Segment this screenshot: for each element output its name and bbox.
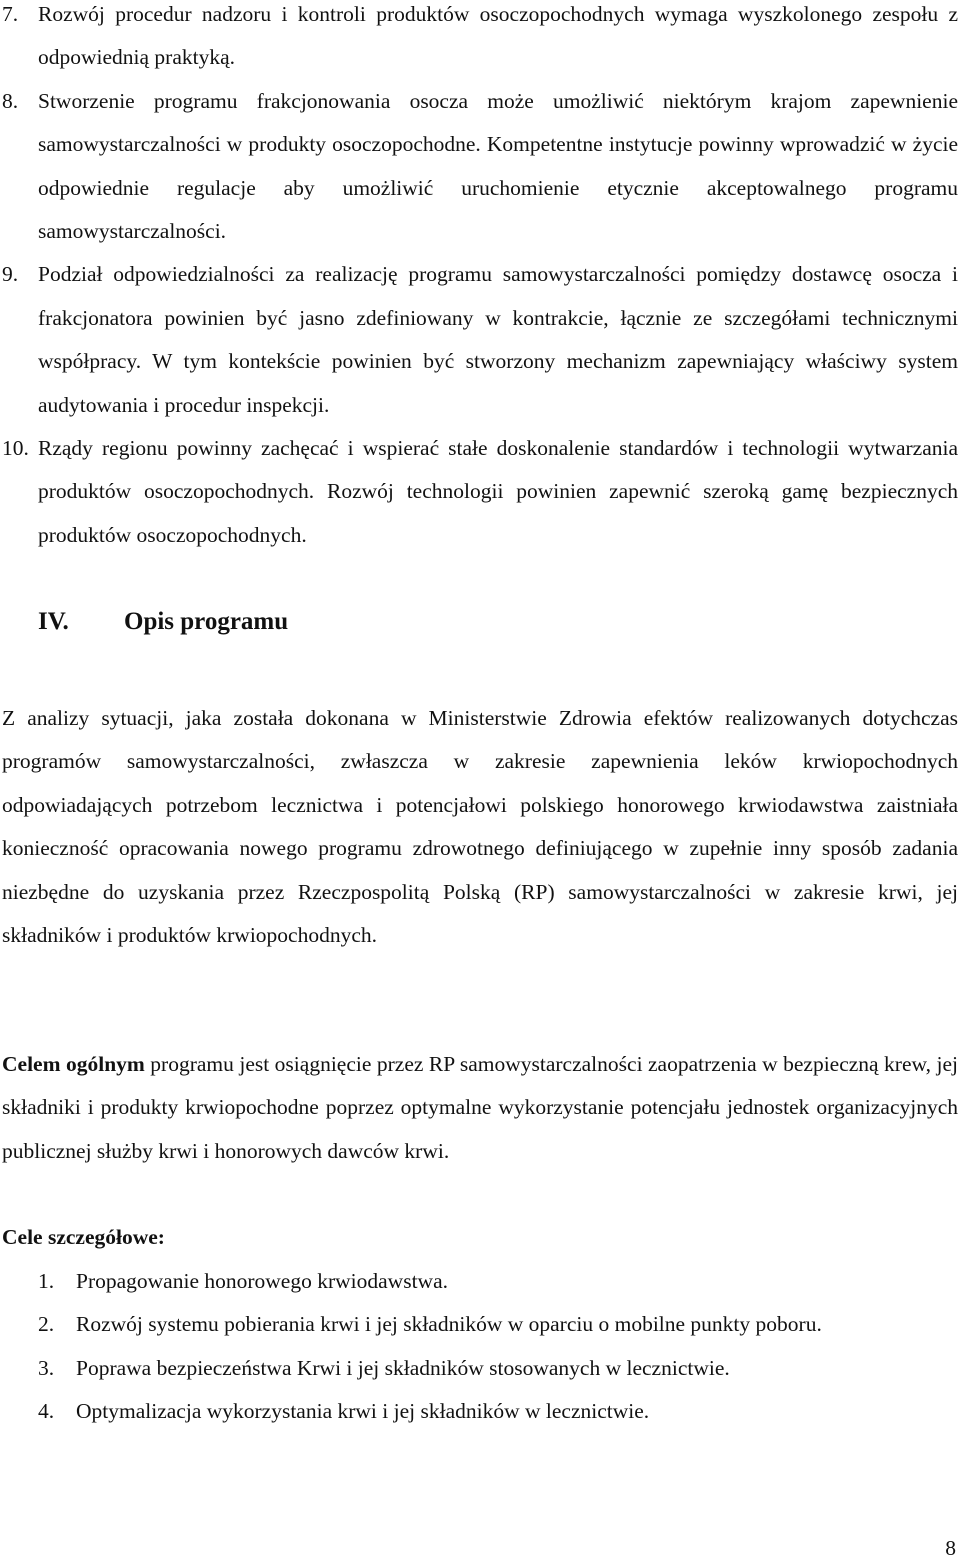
goal-item <box>38 1347 822 1390</box>
list-item-text: Rządy regionu powinny zachęcać i wspierać stałe doskonalenie standardów i technologii wytwarzania produktów osoczopochodnych. Rozwój technologii powinien zapewnić szeroką gamę bezpiecznych produktów osoczopochodnych. <box>38 436 958 547</box>
section-number: IV. <box>38 608 69 635</box>
goal-item <box>38 1390 822 1433</box>
goal-item-text: Rozwój systemu pobierania krwi i jej składników w oparciu o mobilne punkty poboru. <box>76 1312 822 1337</box>
goal-item-number: 3. <box>38 1355 55 1380</box>
recommendations-list <box>2 0 958 557</box>
section-title: Opis programu <box>124 608 289 635</box>
specific-goals-heading: Cele szczegółowe: <box>2 1225 165 1249</box>
list-item <box>2 427 958 557</box>
list-item <box>2 253 958 427</box>
goal-item <box>38 1303 822 1346</box>
list-item-number: 7. <box>2 2 19 26</box>
goal-item-number: 2. <box>38 1312 55 1337</box>
goal-item-text: Propagowanie honorowego krwiodawstwa. <box>76 1269 448 1293</box>
list-item-text: Stworzenie programu frakcjonowania osocza może umożliwić niektórym krajom zapewnienie samowystarczalności w produkty osoczopochodne. Kompetentne instytucje powinny wprowadzić w życie odpowiednie regulacje aby umożliwić uruchomienie etycznie akceptowalnego programu samowystarczalności. <box>38 88 958 244</box>
general-goal-label: Celem ogólnym <box>2 1052 145 1076</box>
list-item <box>2 0 958 80</box>
list-item <box>2 80 958 254</box>
list-item-number: 10. <box>2 436 29 461</box>
general-goal-text: programu jest osiągnięcie przez RP samowystarczalności zaopatrzenia w bezpieczną krew, jej składniki i produkty krwiopochodne poprzez optymalne wykorzystanie potencjału jednostek organizacyjnych publicznej służby krwi i honorowych dawców krwi. <box>2 1052 958 1163</box>
general-goal-paragraph <box>2 1043 958 1173</box>
list-item-text: Podział odpowiedzialności za realizację programu samowystarczalności pomiędzy dostawcę osocza i frakcjonatora powinien być jasno zdefiniowany w kontrakcie, łącznie ze szczegółami technicznymi współpracy. W tym kontekście powinien być stworzony mechanizm zapewniający właściwy system audytowania i procedur inspekcji. <box>38 262 958 417</box>
goal-item-text: Optymalizacja wykorzystania krwi i jej składników w lecznictwie. <box>76 1399 650 1424</box>
list-item-text: Rozwój procedur nadzoru i kontroli produktów osoczopochodnych wymaga wyszkolonego zespołu z odpowiednią praktyką. <box>38 2 958 70</box>
list-item-number: 8. <box>2 88 19 113</box>
intro-paragraph: Z analizy sytuacji, jaka została dokonana w Ministerstwie Zdrowia efektów realizowanych dotychczas programów samowystarczalności, zwłaszcza w zakresie zapewnienia leków krwiopochodnych odpowiadających potrzebom lecznictwa i potencjałowi polskiego honorowego krwiodawstwa zaistniała konieczność opracowania nowego programu zdrowotnego definiującego w zupełnie inny sposób zadania niezbędne do uzyskania przez Rzeczpospolitą Polską (RP) samowystarczalności w zakresie krwi, jej składników i produktów krwiopochodnych. <box>2 706 958 948</box>
specific-goals-list <box>38 1260 822 1434</box>
section-heading <box>38 600 288 644</box>
page-number: 8 <box>945 1536 956 1560</box>
list-item-number: 9. <box>2 262 19 287</box>
goal-item <box>38 1260 822 1303</box>
goal-item-number: 4. <box>38 1399 55 1424</box>
goal-item-number: 1. <box>38 1269 55 1293</box>
goal-item-text: Poprawa bezpieczeństwa Krwi i jej składników stosowanych w lecznictwie. <box>76 1355 730 1380</box>
